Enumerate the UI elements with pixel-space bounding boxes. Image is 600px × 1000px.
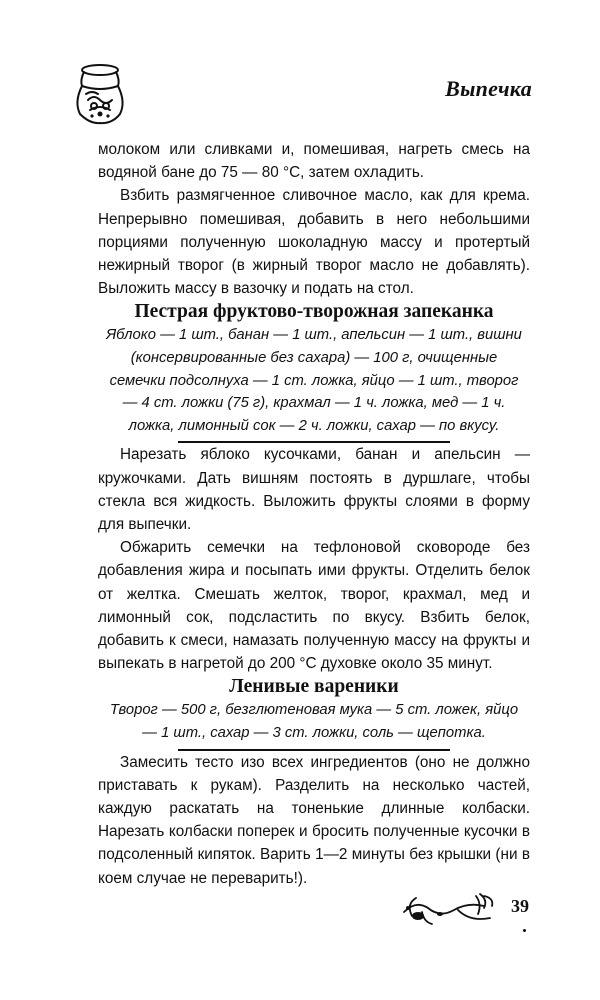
decorative-dot — [523, 929, 526, 932]
section-title: Выпечка — [445, 76, 532, 101]
jar-icon — [70, 60, 130, 126]
intro-paragraph-2: Взбить размягченное сливочное масло, как для крема. Непрерывно помешивая, добавить в него небольшими порциями полученную шоколадную массу и протертый нежирный творог (в жирный творог масло не добавлять). Выложить массу в вазочку и подать на стол. — [98, 187, 530, 298]
recipe-title-casserole: Пестрая фруктово-творожная запеканка — [134, 301, 494, 323]
recipe-step-casserole-2: Обжарить семечки на тефлоновой сковороде без добавления жира и посыпать ими фрукты. Отделить белок от желтка. Смешать желток, творог, крахмал, мед и лимонный сок, подсластить по вкусу. Взбить белок, добавить к смеси, намазать полученную массу на фрукты и выпекать в нагретой до 200 °С духовке около 35 минут. — [98, 539, 530, 673]
page-content — [98, 138, 530, 890]
recipe-ingredients-casserole: Яблоко — 1 шт., банан — 1 шт., апельсин — 1 шт., вишни (консервированные без сахара) — 100 г, очищенные семечки подсолнуха — 1 ст. ложка, яйцо — 1 шт., творог — 4 ст. ложки (75 г), крахмал — 1 ч. ложка, мед — 1 ч. ложка, лимонный сок — 2 ч. ложки, сахар — по вкусу. — [106, 327, 522, 434]
floral-ornament-icon — [398, 882, 502, 934]
recipe-step-dumplings-1: Замесить тесто изо всех ингредиентов (оно не должно приставать к рукам). Разделить на несколько частей, каждую раскатать на тоненькие длинные колбаски. Нарезать колбаски поперек и бросить полученные кусочки в подсоленный кипяток. Варить 1—2 минуты без крышки (ни в коем случае не переварить!). — [98, 753, 530, 887]
recipe-step-casserole-1: Нарезать яблоко кусочками, банан и апельсин — кружочками. Дать вишням постоять в дуршлаге, чтобы стекла вся жидкость. Выложить фрукты слоями в форму для выпечки. — [98, 446, 530, 533]
page-number: 39 — [511, 896, 529, 916]
recipe-title-dumplings: Ленивые вареники — [229, 676, 399, 698]
intro-paragraph-1: молоком или сливками и, помешивая, нагреть смесь на водяной бане до 75 — 80 °С, затем охладить. — [98, 141, 530, 182]
recipe-ingredients-dumplings: Творог — 500 г, безглютеновая мука — 5 ст. ложек, яйцо — 1 шт., сахар — 3 ст. ложки, соль — щепотка. — [109, 702, 519, 742]
